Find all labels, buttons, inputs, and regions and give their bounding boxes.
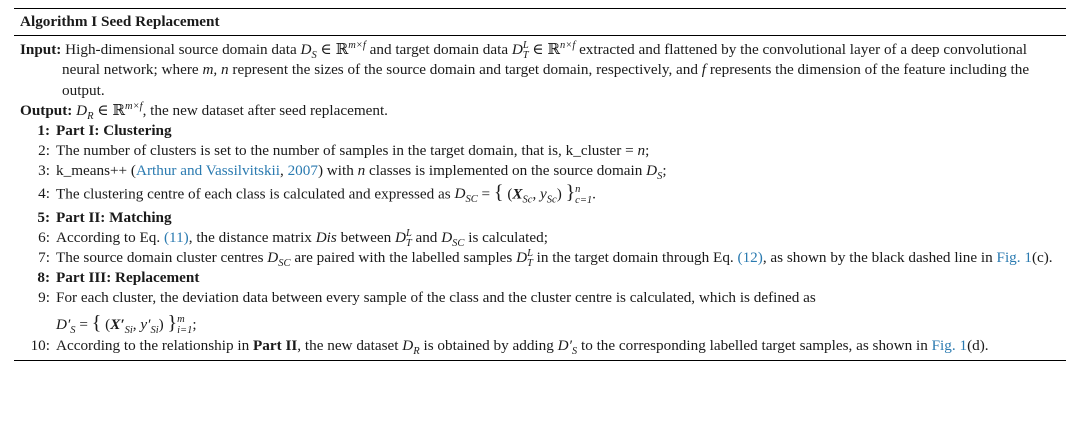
step-text: k_means++ (Arthur and Vassilvitskii, 2007) with n classes is implemented on the source domain $D_S$; [56, 162, 667, 183]
citation-year-link[interactable]: 2007 [287, 162, 318, 180]
step-number: 2: [38, 142, 50, 160]
bottom-rule [14, 360, 1066, 361]
step-text: Part I: Clustering [56, 122, 172, 140]
math-DT: $D^L_T$ [511, 40, 529, 62]
step-number: 3: [38, 162, 50, 180]
algorithm-title: Algorithm I Seed Replacement [20, 13, 220, 30]
step-2 [20, 141, 1066, 161]
step-4 [20, 181, 1066, 206]
step-text: Part II: Matching [56, 208, 172, 226]
step-6 [20, 228, 1066, 248]
equation-ref-link[interactable]: (12) [737, 249, 763, 267]
input-text-3: extracted and flattened by the convolutional layer of a deep convolutional neural network; where [62, 41, 1027, 79]
step-5 [20, 208, 1066, 228]
step-8 [20, 268, 1066, 288]
step-9 [20, 288, 1066, 336]
equation-ref-link[interactable]: (11) [163, 228, 189, 246]
math-DR: $D_R$ [76, 101, 94, 122]
step-7 [20, 248, 1066, 268]
input-label: Input: [20, 41, 62, 59]
step-1 [20, 121, 1066, 141]
step-text: The source domain cluster centres $D_{SC}$ are paired with the labelled samples $D^L_T$ in the target domain through Eq. (12), as shown by the black dashed line in Fig. 1(c). [56, 247, 1053, 270]
input-text-4: represent the sizes of the source domain and target domain, respectively, and [232, 61, 698, 79]
step-10 [20, 336, 1066, 356]
algorithm-box [14, 8, 1066, 361]
step-number: 6: [38, 228, 50, 246]
step-3 [20, 161, 1066, 181]
step-text: According to Eq. (11), the distance matrix Dis between $D^L_T$ and $D_{SC}$ is calculated; [56, 227, 548, 249]
step-number: 4: [38, 185, 50, 203]
input-paragraph [20, 40, 1066, 101]
input-text-2: and target domain data [369, 41, 509, 59]
output-paragraph [20, 101, 1066, 121]
output-text: , the new dataset after seed replacement. [142, 101, 388, 119]
algorithm-body [14, 36, 1066, 356]
output-label: Output: [20, 101, 73, 119]
input-text-5: represents the dimension of the feature including the output. [62, 61, 1030, 99]
step-number: 7: [38, 249, 50, 267]
step-text: The number of clusters is set to the number of samples in the target domain, that is, k_cluster = n; [56, 142, 650, 160]
math-in-1: ∈ ℝ$^{m\times f}$ [320, 40, 366, 59]
step-number: 9: [38, 289, 50, 307]
math-f: f [701, 61, 707, 79]
figure-link[interactable]: Fig. 1 [996, 249, 1032, 267]
input-text-1: High-dimensional source domain data [65, 41, 297, 59]
step-number: 10: [30, 337, 50, 355]
step-number: 8: [37, 269, 50, 287]
step-text: According to the relationship in Part II, the new dataset $D_R$ is obtained by adding $D'_S$ to the corresponding labelled target samples, as shown in Fig. 1(d). [56, 337, 989, 358]
math-mn: m, n [202, 61, 229, 79]
citation-link[interactable]: Arthur and Vassilvitskii [135, 162, 280, 180]
math-in-2: ∈ ℝ$^{n\times f}$ [532, 40, 576, 59]
step-number: 5: [37, 208, 50, 226]
math-in-3: ∈ ℝ$^{m\times f}$ [97, 100, 143, 119]
math-DS: $D_S$ [300, 41, 317, 62]
step-text: The clustering centre of each class is calculated and expressed as $D_{SC}$ = { ($X_{Sc}$, $y_{Sc}$) } n c=1 . [56, 181, 596, 206]
step-text: Part III: Replacement [56, 269, 200, 287]
step-number: 1: [37, 122, 50, 140]
figure-link[interactable]: Fig. 1 [931, 337, 968, 355]
step-text: For each cluster, the deviation data between every sample of the class and the cluster centre is calculated, which is defined as $D'_S$ = { ($X'_{Si}$, $y'_{Si}$) } m i=1 ; [56, 289, 816, 337]
